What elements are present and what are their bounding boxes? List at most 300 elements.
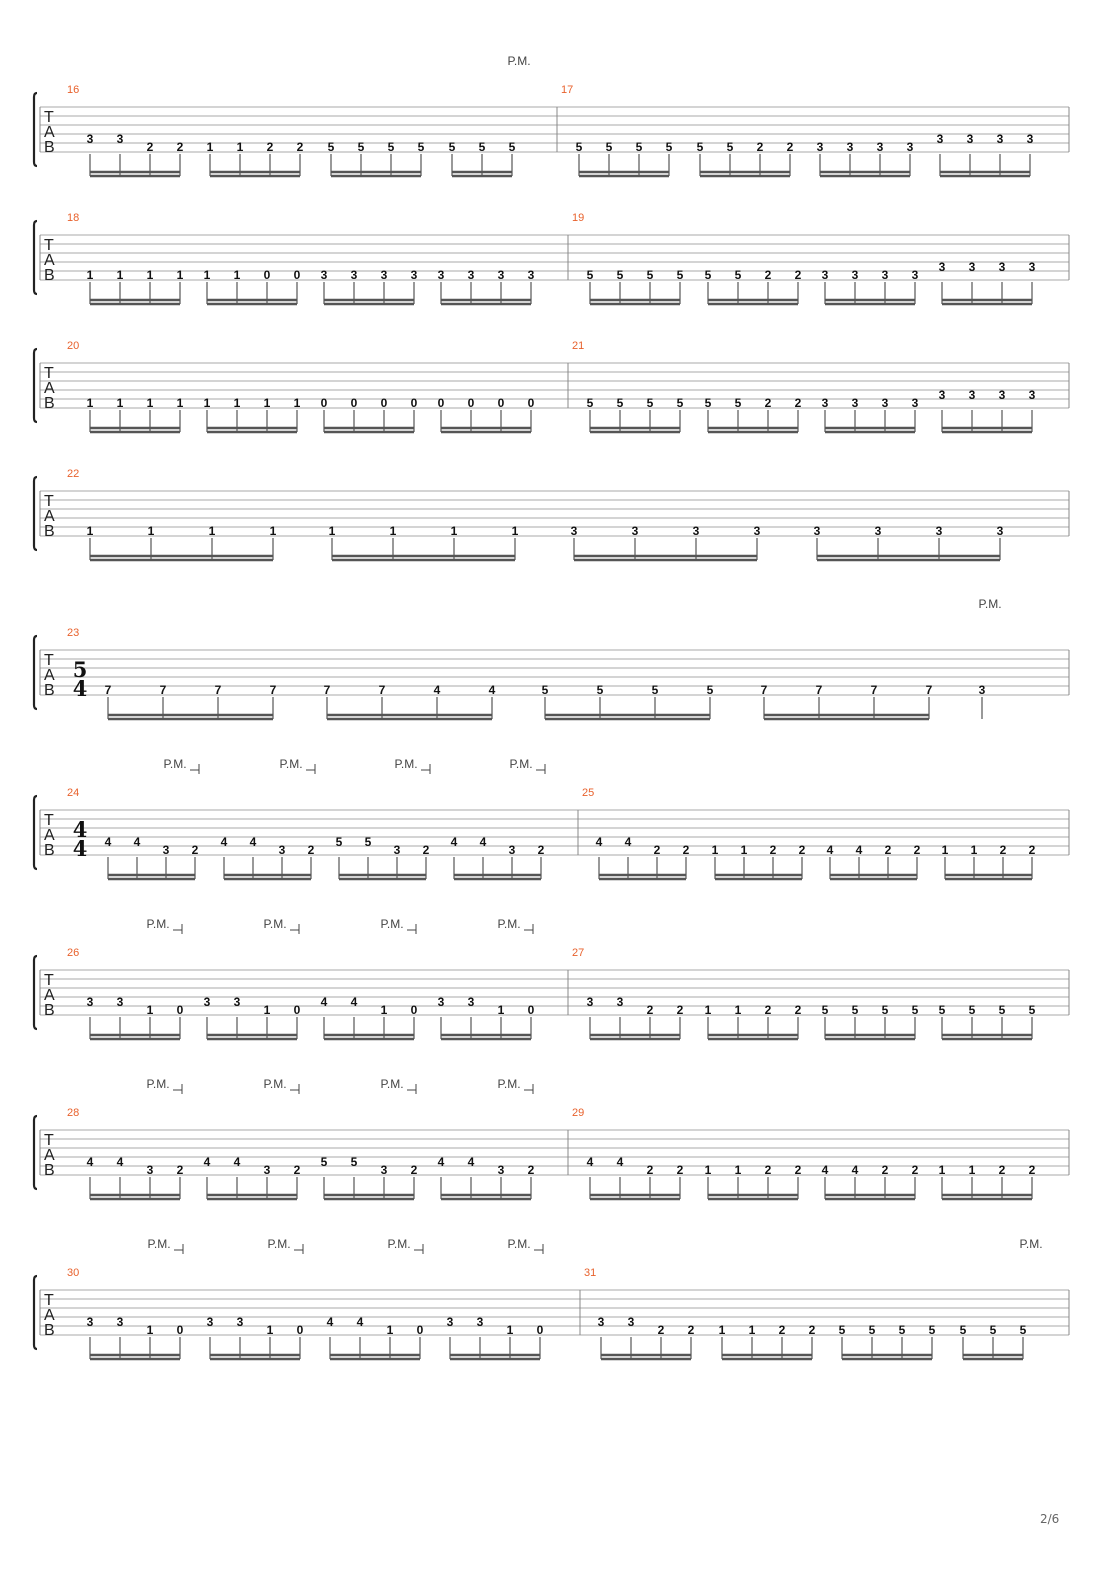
- fret-number: 5: [635, 140, 643, 154]
- fret-number: 4: [326, 1315, 334, 1329]
- fret-number: 3: [233, 995, 241, 1009]
- fret-number: 2: [999, 843, 1007, 857]
- tab-clef-letter: A: [44, 987, 55, 1004]
- palm-mute-label: P.M.: [146, 1077, 170, 1091]
- fret-number: 5: [448, 140, 456, 154]
- measure-number: 17: [561, 84, 574, 96]
- fret-number: 3: [938, 260, 946, 274]
- fret-number: 1: [263, 396, 271, 410]
- fret-number: 0: [410, 396, 418, 410]
- tab-clef-letter: A: [44, 124, 55, 141]
- fret-number: 3: [410, 268, 418, 282]
- measure-number: 30: [67, 1267, 80, 1279]
- tab-clef-letter: A: [44, 667, 55, 684]
- tab-system: [34, 468, 1069, 560]
- fret-number: 1: [734, 1003, 742, 1017]
- fret-number: 3: [816, 140, 824, 154]
- palm-mute-label: P.M.: [263, 1077, 287, 1091]
- fret-number: 1: [176, 396, 184, 410]
- fret-number: 3: [86, 995, 94, 1009]
- fret-number: 5: [616, 396, 624, 410]
- fret-number: 1: [86, 396, 94, 410]
- fret-number: 5: [586, 396, 594, 410]
- time-signature-bottom: 4: [72, 836, 88, 861]
- fret-number: 4: [233, 1155, 241, 1169]
- fret-number: 3: [497, 268, 505, 282]
- fret-number: 2: [146, 140, 154, 154]
- fret-number: 3: [162, 843, 170, 857]
- fret-number: 3: [876, 140, 884, 154]
- fret-number: 4: [851, 1163, 859, 1177]
- fret-number: 5: [586, 268, 594, 282]
- palm-mute-label: P.M.: [387, 1237, 411, 1251]
- fret-number: 0: [176, 1323, 184, 1337]
- fret-number: 2: [646, 1163, 654, 1177]
- fret-number: 5: [706, 683, 714, 697]
- fret-number: 3: [597, 1315, 605, 1329]
- tab-clef-letter: A: [44, 1147, 55, 1164]
- fret-number: 1: [263, 1003, 271, 1017]
- fret-number: 3: [1028, 388, 1036, 402]
- fret-number: 2: [682, 843, 690, 857]
- palm-mute-label: P.M.: [507, 1237, 531, 1251]
- fret-number: 0: [527, 396, 535, 410]
- palm-mute-label: P.M.: [279, 757, 303, 771]
- fret-number: 4: [356, 1315, 364, 1329]
- fret-number: 3: [911, 268, 919, 282]
- fret-number: 1: [146, 268, 154, 282]
- fret-number: 3: [320, 268, 328, 282]
- fret-number: 1: [269, 524, 277, 538]
- tab-clef-letter: T: [44, 1132, 54, 1149]
- fret-number: 5: [676, 396, 684, 410]
- fret-number: 3: [996, 524, 1004, 538]
- tab-clef-letter: T: [44, 812, 54, 829]
- fret-number: 3: [203, 995, 211, 1009]
- fret-number: 5: [676, 268, 684, 282]
- measure-number: 16: [67, 84, 80, 96]
- fret-number: 1: [734, 1163, 742, 1177]
- fret-number: 3: [936, 132, 944, 146]
- fret-number: 3: [968, 388, 976, 402]
- fret-number: 0: [437, 396, 445, 410]
- fret-number: 2: [769, 843, 777, 857]
- fret-number: 5: [1028, 1003, 1036, 1017]
- fret-number: 3: [380, 268, 388, 282]
- tab-clef-letter: B: [44, 682, 55, 699]
- fret-number: 2: [786, 140, 794, 154]
- system-bracket: [34, 477, 37, 550]
- fret-number: 3: [851, 396, 859, 410]
- fret-number: 5: [696, 140, 704, 154]
- fret-number: 3: [1026, 132, 1034, 146]
- fret-number: 2: [410, 1163, 418, 1177]
- fret-number: 3: [437, 995, 445, 1009]
- fret-number: 1: [389, 524, 397, 538]
- palm-mute-label: P.M.: [394, 757, 418, 771]
- fret-number: 5: [616, 268, 624, 282]
- fret-number: 1: [941, 843, 949, 857]
- fret-number: 5: [998, 1003, 1006, 1017]
- fret-number: 2: [911, 1163, 919, 1177]
- fret-number: 3: [146, 1163, 154, 1177]
- tab-system: [34, 54, 1069, 176]
- fret-number: 3: [263, 1163, 271, 1177]
- fret-number: 5: [646, 268, 654, 282]
- fret-number: 4: [350, 995, 358, 1009]
- fret-number: 5: [357, 140, 365, 154]
- fret-number: 5: [838, 1323, 846, 1337]
- fret-number: 1: [386, 1323, 394, 1337]
- fret-number: 2: [794, 396, 802, 410]
- fret-number: 1: [233, 396, 241, 410]
- fret-number: 7: [159, 683, 167, 697]
- time-signature-bottom: 4: [72, 676, 88, 701]
- fret-number: 3: [821, 268, 829, 282]
- fret-number: 3: [467, 995, 475, 1009]
- fret-number: 3: [846, 140, 854, 154]
- fret-number: 4: [433, 683, 441, 697]
- fret-number: 1: [146, 396, 154, 410]
- fret-number: 4: [479, 835, 487, 849]
- fret-number: 5: [868, 1323, 876, 1337]
- fret-number: 2: [756, 140, 764, 154]
- fret-number: 5: [959, 1323, 967, 1337]
- fret-number: 3: [968, 260, 976, 274]
- fret-number: 2: [191, 843, 199, 857]
- fret-number: 5: [704, 396, 712, 410]
- tab-system: [34, 597, 1069, 719]
- tab-system: [34, 340, 1069, 432]
- fret-number: 5: [881, 1003, 889, 1017]
- palm-mute-label: P.M.: [267, 1237, 291, 1251]
- tab-system: [34, 1237, 1069, 1359]
- measure-number: 28: [67, 1107, 80, 1119]
- fret-number: 2: [1028, 843, 1036, 857]
- fret-number: 1: [938, 1163, 946, 1177]
- palm-mute-label: P.M.: [978, 597, 1002, 611]
- measure-number: 22: [67, 468, 80, 480]
- fret-number: 1: [293, 396, 301, 410]
- fret-number: 1: [116, 396, 124, 410]
- fret-number: 4: [595, 835, 603, 849]
- fret-number: 1: [711, 843, 719, 857]
- palm-mute-label: P.M.: [1019, 1237, 1043, 1251]
- fret-number: 1: [208, 524, 216, 538]
- fret-number: 0: [296, 1323, 304, 1337]
- measure-number: 27: [572, 947, 585, 959]
- fret-number: 2: [422, 843, 430, 857]
- fret-number: 3: [1028, 260, 1036, 274]
- fret-number: 3: [938, 388, 946, 402]
- fret-number: 3: [586, 995, 594, 1009]
- fret-number: 5: [646, 396, 654, 410]
- fret-number: 3: [497, 1163, 505, 1177]
- palm-mute-label: P.M.: [146, 917, 170, 931]
- measure-number: 31: [584, 1267, 597, 1279]
- fret-number: 2: [794, 1163, 802, 1177]
- fret-number: 5: [575, 140, 583, 154]
- system-bracket: [34, 1276, 37, 1349]
- tab-clef-letter: T: [44, 109, 54, 126]
- fret-number: 2: [653, 843, 661, 857]
- fret-number: 3: [978, 683, 986, 697]
- fret-number: 5: [898, 1323, 906, 1337]
- fret-number: 5: [364, 835, 372, 849]
- fret-number: 3: [350, 268, 358, 282]
- fret-number: 3: [467, 268, 475, 282]
- tab-clef-letter: T: [44, 237, 54, 254]
- fret-number: 0: [416, 1323, 424, 1337]
- fret-number: 2: [266, 140, 274, 154]
- fret-number: 7: [870, 683, 878, 697]
- fret-number: 1: [203, 268, 211, 282]
- fret-number: 0: [293, 268, 301, 282]
- fret-number: 4: [821, 1163, 829, 1177]
- fret-number: 2: [687, 1323, 695, 1337]
- fret-number: 2: [794, 268, 802, 282]
- tab-clef-letter: A: [44, 508, 55, 525]
- fret-number: 2: [998, 1163, 1006, 1177]
- fret-number: 3: [446, 1315, 454, 1329]
- fret-number: 7: [323, 683, 331, 697]
- fret-number: 1: [450, 524, 458, 538]
- palm-mute-label: P.M.: [380, 1077, 404, 1091]
- fret-number: 1: [266, 1323, 274, 1337]
- fret-number: 2: [764, 268, 772, 282]
- fret-number: 7: [104, 683, 112, 697]
- fret-number: 2: [798, 843, 806, 857]
- tab-clef-letter: T: [44, 493, 54, 510]
- fret-number: 7: [760, 683, 768, 697]
- fret-number: 1: [203, 396, 211, 410]
- tab-clef-letter: A: [44, 380, 55, 397]
- fret-number: 1: [116, 268, 124, 282]
- fret-number: 2: [646, 1003, 654, 1017]
- fret-number: 3: [813, 524, 821, 538]
- fret-number: 3: [753, 524, 761, 538]
- fret-number: 5: [605, 140, 613, 154]
- tab-clef-letter: B: [44, 523, 55, 540]
- fret-number: 2: [176, 1163, 184, 1177]
- measure-number: 18: [67, 212, 80, 224]
- fret-number: 1: [146, 1323, 154, 1337]
- palm-mute-label: P.M.: [263, 917, 287, 931]
- fret-number: 0: [320, 396, 328, 410]
- fret-number: 3: [881, 396, 889, 410]
- fret-number: 1: [233, 268, 241, 282]
- tab-clef-letter: T: [44, 365, 54, 382]
- fret-number: 4: [203, 1155, 211, 1169]
- fret-number: 5: [387, 140, 395, 154]
- fret-number: 3: [206, 1315, 214, 1329]
- fret-number: 4: [104, 835, 112, 849]
- system-bracket: [34, 1116, 37, 1189]
- fret-number: 2: [764, 1163, 772, 1177]
- fret-number: 3: [821, 396, 829, 410]
- fret-number: 2: [676, 1003, 684, 1017]
- system-bracket: [34, 93, 37, 166]
- fret-number: 7: [925, 683, 933, 697]
- fret-number: 0: [410, 1003, 418, 1017]
- system-bracket: [34, 636, 37, 709]
- palm-mute-label: P.M.: [507, 54, 531, 68]
- fret-number: 1: [511, 524, 519, 538]
- tab-clef-letter: B: [44, 1002, 55, 1019]
- fret-number: 4: [488, 683, 496, 697]
- tab-clef-letter: B: [44, 139, 55, 156]
- fret-number: 4: [616, 1155, 624, 1169]
- tab-system: [34, 917, 1069, 1039]
- fret-number: 3: [236, 1315, 244, 1329]
- fret-number: 4: [855, 843, 863, 857]
- fret-number: 1: [86, 524, 94, 538]
- tab-clef-letter: T: [44, 972, 54, 989]
- fret-number: 1: [718, 1323, 726, 1337]
- fret-number: 4: [826, 843, 834, 857]
- fret-number: 4: [586, 1155, 594, 1169]
- fret-number: 0: [350, 396, 358, 410]
- palm-mute-label: P.M.: [509, 757, 533, 771]
- fret-number: 2: [764, 1003, 772, 1017]
- tab-system: [34, 1077, 1069, 1199]
- time-signature-top: 4: [72, 817, 88, 842]
- fret-number: 0: [527, 1003, 535, 1017]
- measure-number: 25: [582, 787, 595, 799]
- fret-number: 0: [497, 396, 505, 410]
- fret-number: 5: [911, 1003, 919, 1017]
- fret-number: 2: [778, 1323, 786, 1337]
- fret-number: 2: [794, 1003, 802, 1017]
- fret-number: 3: [998, 388, 1006, 402]
- fret-number: 3: [86, 132, 94, 146]
- fret-number: 0: [380, 396, 388, 410]
- system-bracket: [34, 349, 37, 422]
- fret-number: 4: [450, 835, 458, 849]
- fret-number: 2: [293, 1163, 301, 1177]
- measure-number: 21: [572, 340, 585, 352]
- fret-number: 4: [437, 1155, 445, 1169]
- palm-mute-label: P.M.: [497, 1077, 521, 1091]
- measure-number: 24: [67, 787, 80, 799]
- fret-number: 5: [968, 1003, 976, 1017]
- fret-number: 1: [146, 1003, 154, 1017]
- palm-mute-label: P.M.: [163, 757, 187, 771]
- fret-number: 5: [350, 1155, 358, 1169]
- fret-number: 2: [764, 396, 772, 410]
- fret-number: 2: [537, 843, 545, 857]
- time-signature-top: 5: [72, 657, 88, 682]
- fret-number: 1: [704, 1163, 712, 1177]
- fret-number: 1: [506, 1323, 514, 1337]
- fret-number: 7: [815, 683, 823, 697]
- tab-clef-letter: B: [44, 395, 55, 412]
- fret-number: 5: [821, 1003, 829, 1017]
- palm-mute-label: P.M.: [147, 1237, 171, 1251]
- tab-clef-letter: B: [44, 1322, 55, 1339]
- fret-number: 2: [1028, 1163, 1036, 1177]
- fret-number: 4: [320, 995, 328, 1009]
- measure-number: 20: [67, 340, 80, 352]
- fret-number: 5: [726, 140, 734, 154]
- fret-number: 1: [497, 1003, 505, 1017]
- fret-number: 0: [467, 396, 475, 410]
- fret-number: 5: [928, 1323, 936, 1337]
- fret-number: 5: [734, 268, 742, 282]
- fret-number: 3: [881, 268, 889, 282]
- fret-number: 3: [851, 268, 859, 282]
- fret-number: 5: [335, 835, 343, 849]
- fret-number: 3: [874, 524, 882, 538]
- fret-number: 3: [631, 524, 639, 538]
- fret-number: 5: [989, 1323, 997, 1337]
- fret-number: 2: [176, 140, 184, 154]
- tab-clef-letter: T: [44, 652, 54, 669]
- fret-number: 5: [734, 396, 742, 410]
- fret-number: 1: [328, 524, 336, 538]
- fret-number: 5: [1019, 1323, 1027, 1337]
- fret-number: 3: [116, 1315, 124, 1329]
- fret-number: 3: [627, 1315, 635, 1329]
- fret-number: 4: [133, 835, 141, 849]
- measure-number: 19: [572, 212, 585, 224]
- fret-number: 5: [478, 140, 486, 154]
- fret-number: 3: [966, 132, 974, 146]
- fret-number: 4: [624, 835, 632, 849]
- fret-number: 3: [86, 1315, 94, 1329]
- fret-number: 5: [651, 683, 659, 697]
- fret-number: 3: [692, 524, 700, 538]
- fret-number: 3: [911, 396, 919, 410]
- fret-number: 3: [476, 1315, 484, 1329]
- fret-number: 1: [380, 1003, 388, 1017]
- page-number: 2/6: [1040, 1512, 1060, 1526]
- tab-clef-letter: B: [44, 267, 55, 284]
- fret-number: 2: [527, 1163, 535, 1177]
- tab-system: [34, 212, 1069, 304]
- fret-number: 1: [206, 140, 214, 154]
- tab-clef-letter: T: [44, 1292, 54, 1309]
- fret-number: 2: [913, 843, 921, 857]
- fret-number: 2: [881, 1163, 889, 1177]
- fret-number: 0: [293, 1003, 301, 1017]
- fret-number: 3: [616, 995, 624, 1009]
- fret-number: 1: [970, 843, 978, 857]
- fret-number: 7: [378, 683, 386, 697]
- fret-number: 5: [851, 1003, 859, 1017]
- fret-number: 4: [86, 1155, 94, 1169]
- measure-number: 23: [67, 627, 80, 639]
- tab-system: [34, 757, 1069, 879]
- tab-clef-letter: A: [44, 1307, 55, 1324]
- fret-number: 1: [86, 268, 94, 282]
- system-bracket: [34, 221, 37, 294]
- fret-number: 3: [996, 132, 1004, 146]
- fret-number: 0: [263, 268, 271, 282]
- fret-number: 5: [327, 140, 335, 154]
- fret-number: 3: [437, 268, 445, 282]
- fret-number: 2: [296, 140, 304, 154]
- fret-number: 1: [236, 140, 244, 154]
- palm-mute-label: P.M.: [497, 917, 521, 931]
- fret-number: 7: [269, 683, 277, 697]
- fret-number: 5: [541, 683, 549, 697]
- fret-number: 3: [278, 843, 286, 857]
- fret-number: 0: [536, 1323, 544, 1337]
- tab-clef-letter: A: [44, 252, 55, 269]
- fret-number: 2: [307, 843, 315, 857]
- fret-number: 1: [968, 1163, 976, 1177]
